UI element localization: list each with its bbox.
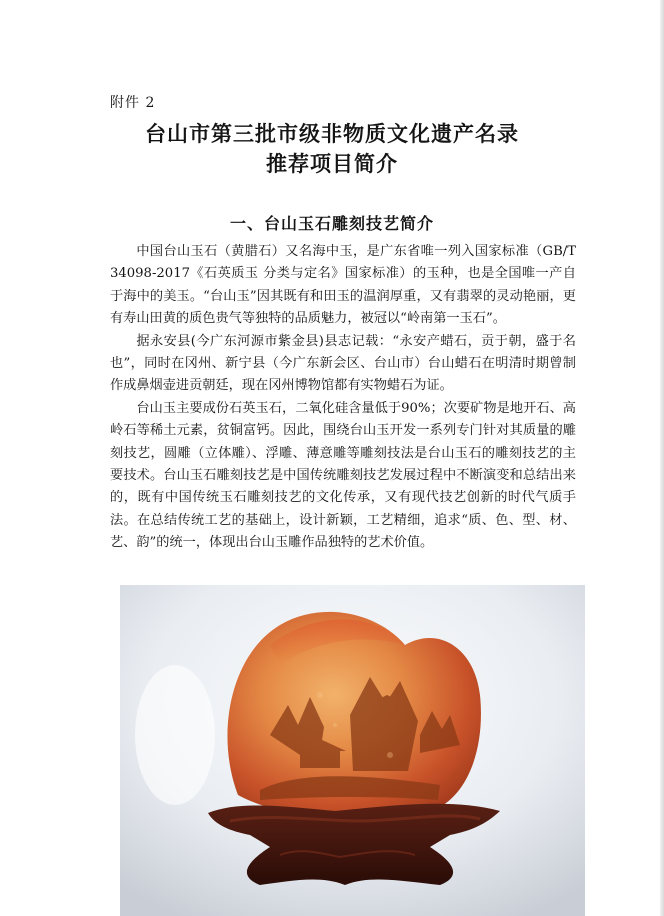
paragraph-3: 台山玉主要成份石英玉石，二氧化硅含量低于90%；次要矿物是地开石、高岭石等稀土元素，贫铜富钙。因此，围绕台山玉开发一系列专门针对其质量的雕刻技艺，圆雕（立体雕）、浮雕、薄意雕等雕刻技法是台山玉石的雕刻技艺的主要技术。台山玉石雕刻技艺是中国传统雕刻技艺发展过程中不断演变和总结出来的，既有中国传统玉石雕刻技艺的文化传承，又有现代技艺创新的时代气质手法。在总结传统工艺的基础上，设计新颖，工艺精细，追求“质、色、型、材、艺、韵”的统一，体现出台山玉雕作品独特的艺术价值。 [110, 400, 576, 551]
document-title-line2: 推荐项目简介 [266, 151, 398, 176]
carved-jade-stone-photo [120, 585, 585, 916]
section-heading: 一、台山玉石雕刻技艺简介 [229, 214, 434, 233]
body-text [110, 241, 576, 555]
document-title-line1: 台山市第三批市级非物质文化遗产名录 [145, 121, 519, 146]
paragraph-2: 据永安县(今广东河源市紫金县)县志记载：“永安产蜡石，贡于朝，盛于名也”，同时在冈州、新宁县（今广东新会区、台山市）台山蜡石在明清时期曾制作成鼻烟壶进贡朝廷，现在冈州博物馆都有实物蜡石为证。 [110, 333, 576, 394]
paragraph-1: 中国台山玉石（黄腊石）又名海中玉，是广东省唯一列入国家标准（GB/T 34098-2017《石英质玉 分类与定名》国家标准）的玉种，也是全国唯一产自于海中的美玉。“台山玉”因其既有和田玉的温润厚重，又有翡翠的灵动艳丽，更有寿山田黄的质色贵气等独特的品质魅力，被冠以“岭南第一玉石”。 [110, 244, 576, 327]
attachment-label: 附件 2 [110, 95, 156, 111]
